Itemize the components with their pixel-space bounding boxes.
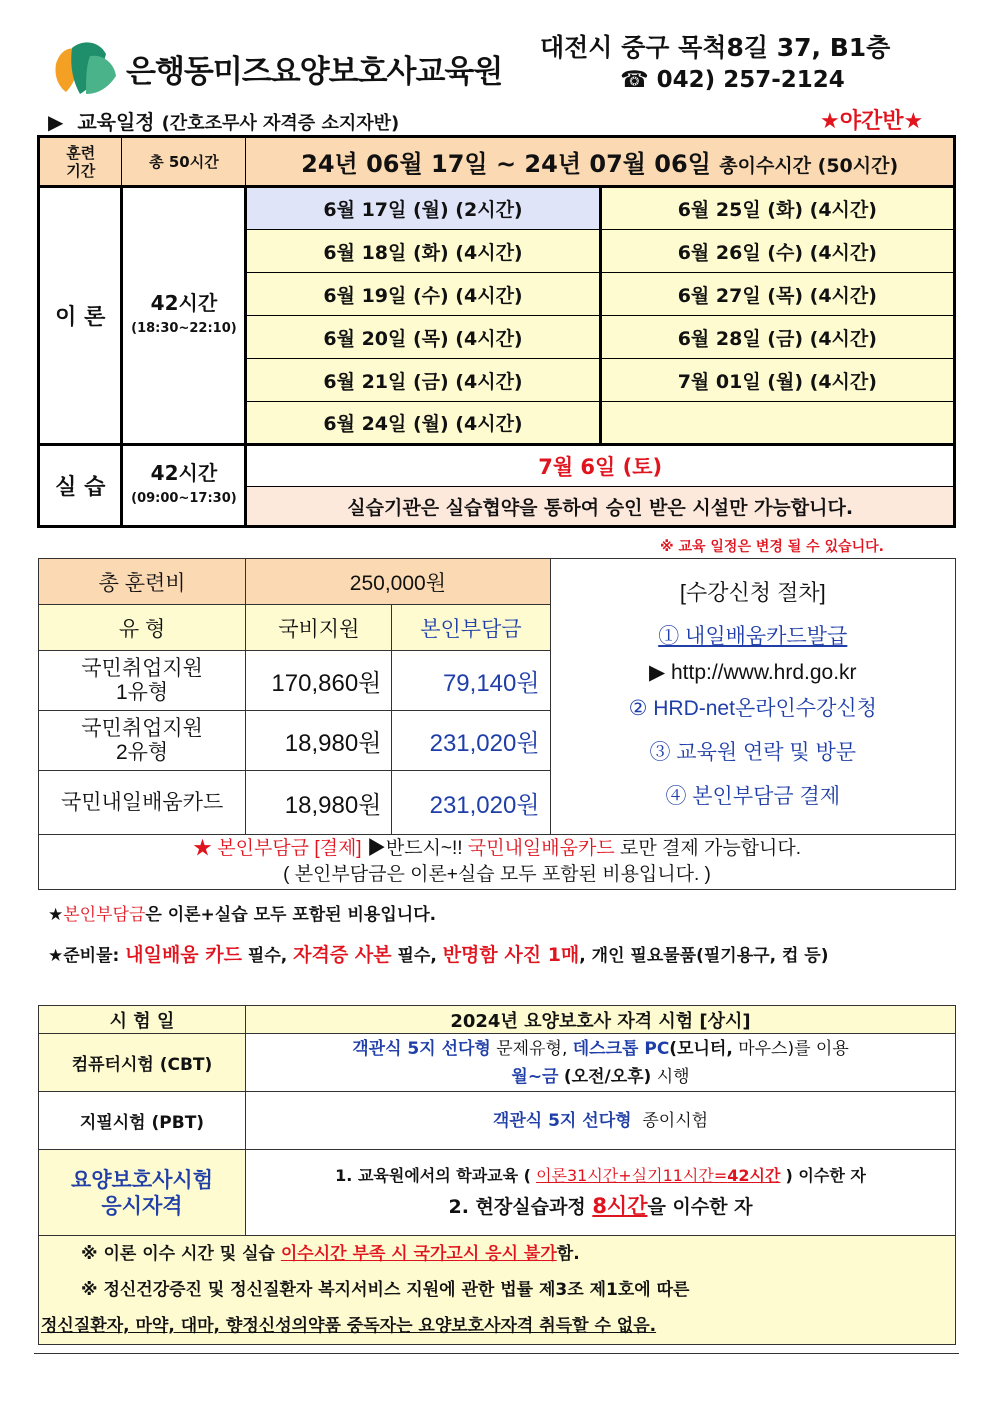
schedule-day: 6월 26일 (수) (4시간) — [600, 230, 954, 273]
logo-icon — [50, 36, 118, 96]
total-completion-hours: 총이수시간 (50시간) — [719, 155, 899, 177]
training-period-label: 훈련 기간 — [39, 137, 122, 187]
supplies-note: ★준비물: 내일배움 카드 필수, 자격증 사본 필수, 반명함 사진 1매, 개인 필요물품(필기용구, 컵 등) — [48, 944, 829, 966]
procedure-step-4: ④ 본인부담금 결제 — [665, 785, 841, 808]
practice-label: 실 습 — [39, 445, 122, 527]
qualification-row — [39, 1150, 956, 1236]
schedule-day: 6월 24일 (월) (4시간) — [246, 402, 600, 445]
procedure-step-1: ① 내일배움카드발급 — [658, 625, 848, 648]
phone-icon: ☎ — [620, 67, 649, 93]
fee-total-row — [39, 559, 956, 605]
schedule-day — [600, 402, 954, 445]
qualification-description: 1. 교육원에서의 학과교육 ( 이론31시간+실기11시간=42시간 ) 이수한 자 2. 현장실습과정 8시간을 이수한 자 — [246, 1150, 956, 1236]
fee-table — [38, 558, 956, 890]
payment-notice: ★ 본인부담금 [결제] ▶반드시~!! 국민내일배움카드 로만 결제 가능합니다. ( 본인부담금은 이론+실습 모두 포함된 비용입니다. ) — [39, 835, 956, 890]
schedule-day: 6월 28일 (금) (4시간) — [600, 316, 954, 359]
schedule-day: 7월 01일 (월) (4시간) — [600, 359, 954, 402]
pbt-row — [39, 1092, 956, 1150]
gov-support-amount: 18,980원 — [246, 771, 392, 835]
star-icon: ★ — [192, 838, 212, 859]
schedule-subtitle: (간호조무사 자격증 소지자반) — [161, 113, 400, 134]
theory-label: 이 론 — [39, 187, 122, 445]
triangle-bullet-icon: ▶ — [48, 110, 64, 134]
star-icon: ★ — [48, 946, 64, 966]
theory-hours: 42시간 (18:30~22:10) — [122, 187, 246, 445]
schedule-heading — [48, 106, 399, 135]
schedule-header-row — [39, 137, 955, 187]
type-header: 유 형 — [39, 605, 246, 651]
training-period: 24년 06월 17일 ~ 24년 07월 06일 총이수시간 (50시간) — [246, 137, 955, 187]
fee-type: 국민취업지원 2유형 — [39, 711, 246, 771]
self-pay-amount: 231,020원 — [392, 771, 550, 835]
phone-line — [620, 67, 845, 93]
fee-type: 국민취업지원 1유형 — [39, 651, 246, 711]
exam-date-label: 시 험 일 — [39, 1006, 246, 1034]
procedure-title: [수강신청 절차] — [679, 580, 826, 605]
hrd-url-link[interactable]: ▶ http://www.hrd.go.kr — [648, 661, 857, 684]
exam-table — [38, 1005, 956, 1345]
total-hours-label: 총 50시간 — [122, 137, 246, 187]
phone-number: 042) 257-2124 — [656, 67, 845, 93]
pbt-label: 지필시험 (PBT) — [39, 1092, 246, 1150]
self-pay-amount: 231,020원 — [392, 711, 550, 771]
address: 대전시 중구 목척8길 37, B1층 — [540, 33, 891, 62]
night-class-badge: ★야간반★ — [820, 109, 924, 134]
schedule-day: 6월 25일 (화) (4시간) — [600, 187, 954, 230]
exam-warnings: ※ 이론 이수 시간 및 실습 이수시간 부족 시 국가고시 응시 불가함. ※ 정신건강증진 및 정신질환자 복지서비스 지원에 관한 법률 제3조 제1호에 따른 정신질환자, 마약, 대마, 향정신성의약품 중독자는 요양보호사자격 취득할 수 없음. — [39, 1236, 956, 1345]
schedule-table — [37, 135, 956, 528]
schedule-day: 6월 21일 (금) (4시간) — [246, 359, 600, 402]
exam-date-row — [39, 1006, 956, 1034]
schedule-day: 6월 19일 (수) (4시간) — [246, 273, 600, 316]
star-icon: ★ — [48, 905, 64, 925]
practice-date: 7월 6일 (토) — [246, 445, 955, 487]
fee-type: 국민내일배움카드 — [39, 771, 246, 835]
procedure-step-3: ③ 교육원 연락 및 방문 — [649, 741, 857, 764]
practice-note: 실습기관은 실습협약을 통하여 승인 받은 시설만 가능합니다. — [246, 487, 955, 527]
schedule-title: 교육일정 — [77, 110, 155, 134]
pbt-description: 객관식 5지 선다형 종이시험 — [246, 1092, 956, 1150]
gov-support-header: 국비지원 — [246, 605, 392, 651]
enrollment-procedure — [550, 559, 955, 835]
cbt-description: 객관식 5지 선다형 문제유형, 데스크톱 PC(모니터, 마우스)를 이용 월~금 (오전/오후) 시행 — [246, 1034, 956, 1092]
self-pay-note: ★본인부담금은 이론+실습 모두 포함된 비용입니다. — [48, 905, 437, 925]
total-fee-label: 총 훈련비 — [39, 559, 246, 605]
gov-support-amount: 170,860원 — [246, 651, 392, 711]
qualification-label: 요양보호사시험 응시자격 — [39, 1150, 246, 1236]
schedule-change-note: ※ 교육 일정은 변경 될 수 있습니다. — [660, 539, 884, 555]
cbt-row — [39, 1034, 956, 1092]
schedule-day: 6월 17일 (월) (2시간) — [246, 187, 600, 230]
gov-support-amount: 18,980원 — [246, 711, 392, 771]
schedule-day: 6월 20일 (목) (4시간) — [246, 316, 600, 359]
cbt-label: 컴퓨터시험 (CBT) — [39, 1034, 246, 1092]
schedule-row — [39, 187, 955, 230]
self-pay-amount: 79,140원 — [392, 651, 550, 711]
academy-name: 은행동미즈요양보호사교육원 — [126, 54, 503, 90]
procedure-step-2: ② HRD-net온라인수강신청 — [628, 697, 877, 720]
warning-row — [39, 1236, 956, 1345]
schedule-day: 6월 27일 (목) (4시간) — [600, 273, 954, 316]
total-fee-value: 250,000원 — [246, 559, 550, 605]
self-pay-header: 본인부담금 — [392, 605, 550, 651]
practice-row — [39, 445, 955, 487]
practice-hours: 42시간 (09:00~17:30) — [122, 445, 246, 527]
schedule-day: 6월 18일 (화) (4시간) — [246, 230, 600, 273]
exam-date-value: 2024년 요양보호사 자격 시험 [상시] — [246, 1006, 956, 1034]
page-bottom-divider — [34, 1353, 959, 1354]
payment-notice-row — [39, 835, 956, 890]
